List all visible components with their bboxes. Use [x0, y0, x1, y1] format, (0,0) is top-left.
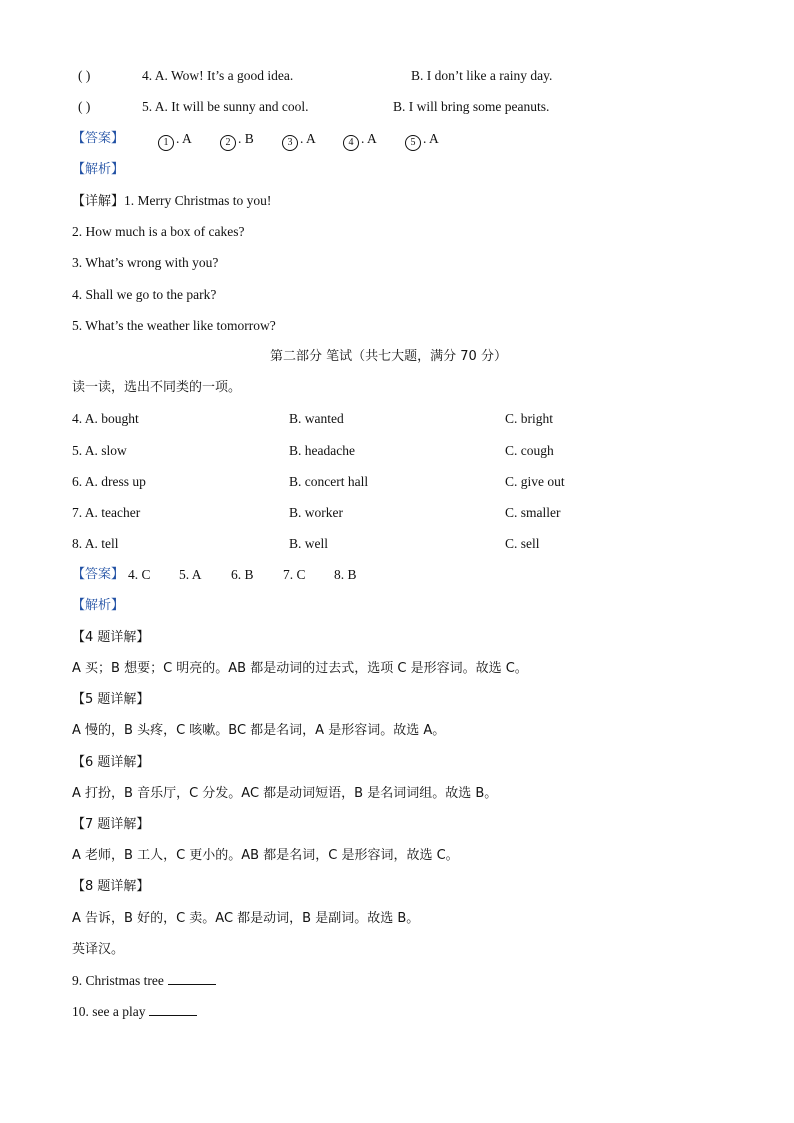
answer-paren-q4[interactable]: ( ): [78, 68, 91, 83]
detail-text: A 慢的，B 头疼，C 咳嗽。BC 都是名词，A 是形容词。故选 A。: [72, 723, 446, 738]
detail-line: 【详解】1. Merry Christmas to you!: [72, 193, 272, 209]
detail-line: 2. How much is a box of cakes?: [72, 224, 245, 239]
detail-line: 5. What’s the weather like tomorrow?: [72, 318, 276, 333]
translate-item: 9. Christmas tree: [72, 972, 216, 990]
option-c: C. smaller: [505, 505, 561, 520]
analysis-tag-2: 【解析】: [72, 598, 125, 613]
q4-option-b: B. I don’t like a rainy day.: [411, 68, 553, 83]
detail-heading: 【4 题详解】: [72, 630, 150, 645]
answer2-item: 6. B: [231, 567, 254, 582]
detail-heading: 【7 题详解】: [72, 817, 150, 832]
detail-text: A 打扮，B 音乐厅，C 分发。AC 都是动词短语，B 是名词词组。故选 B。: [72, 786, 498, 801]
q4-option-a: 4. A. Wow! It’s a good idea.: [142, 68, 294, 83]
detail-heading: 【5 题详解】: [72, 692, 150, 707]
option-b: B. wanted: [289, 411, 344, 426]
answer-tag-1: 【答案】: [72, 131, 125, 146]
option-b: B. worker: [289, 505, 343, 520]
option-a: 7. A. teacher: [72, 505, 141, 520]
option-a: 4. A. bought: [72, 411, 139, 426]
answer-blank[interactable]: [168, 972, 216, 985]
answer-tag-2: 【答案】: [72, 567, 125, 582]
translate-item: 10. see a play: [72, 1003, 197, 1021]
q5-option-a: 5. A. It will be sunny and cool.: [142, 99, 309, 114]
option-c: C. cough: [505, 443, 554, 458]
answer-blank[interactable]: [149, 1003, 197, 1016]
analysis-tag-1: 【解析】: [72, 162, 125, 177]
circled-number-icon: 5: [405, 135, 421, 151]
answer2-item: 8. B: [334, 567, 357, 582]
option-a: 5. A. slow: [72, 443, 127, 458]
q5-option-b: B. I will bring some peanuts.: [393, 99, 550, 114]
option-b: B. concert hall: [289, 474, 369, 489]
answer1-item: 2 . B: [220, 130, 254, 151]
detail-text: A 告诉，B 好的，C 卖。AC 都是动词，B 是副词。故选 B。: [72, 911, 420, 926]
answer1-item: 3 . A: [282, 130, 316, 151]
option-b: B. headache: [289, 443, 355, 458]
section-instruction: 英译汉。: [72, 942, 125, 957]
answer1-item: 4 . A: [343, 130, 377, 151]
circled-number-icon: 1: [158, 135, 174, 151]
part-title: 第二部分 笔试（共七大题，满分 70 分）: [270, 349, 507, 364]
answer1-item: 1 . A: [158, 130, 192, 151]
circled-number-icon: 4: [343, 135, 359, 151]
section-instruction: 读一读，选出不同类的一项。: [72, 380, 242, 395]
option-c: C. sell: [505, 536, 540, 551]
detail-text: A 买；B 想要；C 明亮的。AB 都是动词的过去式，选项 C 是形容词。故选 C。: [72, 661, 528, 676]
answer2-item: 5. A: [179, 567, 202, 582]
answer1-item: 5 . A: [405, 130, 439, 151]
option-b: B. well: [289, 536, 328, 551]
detail-line: 3. What’s wrong with you?: [72, 255, 219, 270]
answer-paren-q5[interactable]: ( ): [78, 99, 91, 114]
option-a: 6. A. dress up: [72, 474, 146, 489]
detail-heading: 【6 题详解】: [72, 755, 150, 770]
detail-line: 4. Shall we go to the park?: [72, 287, 217, 302]
option-a: 8. A. tell: [72, 536, 119, 551]
answer2-item: 7. C: [283, 567, 306, 582]
option-c: C. bright: [505, 411, 554, 426]
option-c: C. give out: [505, 474, 565, 489]
answer2-item: 4. C: [128, 567, 151, 582]
detail-heading: 【8 题详解】: [72, 879, 150, 894]
circled-number-icon: 2: [220, 135, 236, 151]
detail-tag: 【详解】: [72, 194, 125, 209]
circled-number-icon: 3: [282, 135, 298, 151]
detail-text: A 老师，B 工人，C 更小的。AB 都是名词，C 是形容词，故选 C。: [72, 848, 459, 863]
